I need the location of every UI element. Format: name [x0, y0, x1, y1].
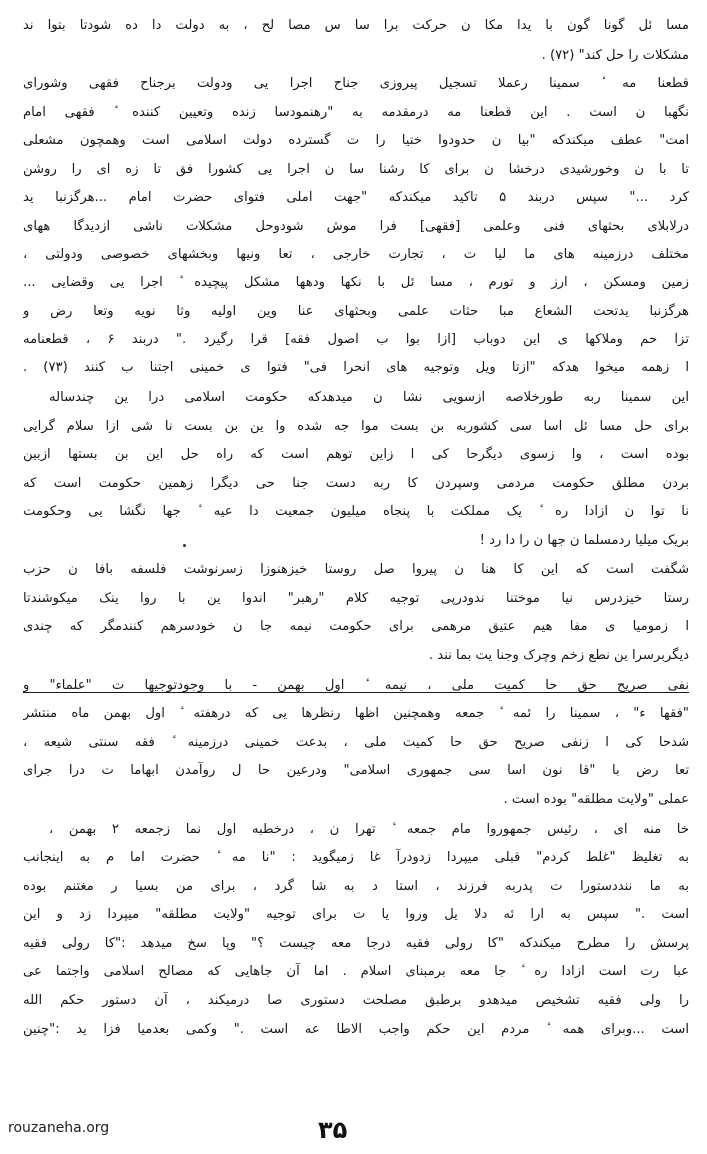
text-line: نگهبا ن است . این قطعنا مه درمقدمه به "رهنمودسا زنده وتعیین کننده ٔ فقهی امام [23, 105, 689, 120]
text-line: دیگربرسرا ین نطع زخم وچرک وجنا یت بما نند . [428, 648, 689, 663]
website-footer: rouzaneha.org [8, 1120, 110, 1136]
text-line: بریک میلیا ردمسلما ن جها ن را دا رد ! [479, 533, 689, 548]
text-line: تعا رض با "قا نون اسا سی جمهوری اسلامی" ودرعین حا ل روآمدن ابهاما ت درا جرای [23, 763, 689, 778]
text-line: عبا رت است ازادا ره ٔ جا معه برمبنای اسلام . اما آن جاهایی که مصالح اسلامی واجتما عی [23, 964, 689, 979]
page-number: ۳۵ [318, 1116, 348, 1144]
text-line: شدحا کی ا زنفی صریح حق حا کمیت ملی ، بدعت خمینی درزمینه ٔ فقه سنتی شیعه ، [23, 735, 689, 750]
section-heading-line: نفی صریح حق حا کمیت ملی ، نیمه ٔ اول بهمن - با وجودتوجیها ت "علماء" و [23, 678, 689, 693]
text-line: به تغلیظ "غلط کردم" قبلی میپردا زدودرآ غا زمیگوید : "نا مه ٔ حضرت اما م به اینجانب [23, 850, 689, 865]
paragraph-start-line: این سمینا ربه طورخلاصه ازسویی نشا ن میدهدکه حکومت اسلامی درا ین چندساله [49, 390, 689, 405]
text-line: زمین ومسکن ، ارز و تورم ، مسا ئل با نکها ودهها مشکل پیچیده ٔ اجرا یی وقضایی ... [23, 275, 689, 290]
text-line: به ما ننددستورا ت پدربه فرزند ، استا د به شا گرد ، برای من بسیا ر مغتنم بوده [23, 879, 689, 894]
text-line: هرگزنبا یدتحت الشعاع مبا حثات علمی وبحثهای عنا وین اولیه وثا نویه وتعا رض و [23, 304, 689, 319]
text-line: را ولی فقیه تشخیص میدهدو برطبق مصلحت دستوری صا درمیکند ، آن دستور حکم الله [23, 993, 689, 1008]
text-line: عملی "ولایت مطلقه" بوده است . [503, 792, 689, 807]
text-line: پرسش را مطرح میکندکه "کا رولی فقیه درجا معه چیست ؟" وپا سخ میدهد :"کا رولی فقیه [23, 936, 689, 951]
paragraph-start-line: خا منه ای ، رئیس جمهوروا مام جمعه ٔ تهرا ن ، درخطبه اول نما زجمعه ۲ بهمن ، [49, 822, 689, 837]
text-line: امت" عطف میکندکه "بیا ن حدودوا ختیا را ت گسترده دولت اسلامی است وهمچون مشعلی [23, 133, 689, 148]
text-line: است ." سپس به ارا ئه دلا یل وروا یا ت برای توجیه "ولایت مطلقه" میپردا زد و این [23, 907, 689, 922]
text-line: ا زهمه میخوا هدکه "ازتا ویل وتوجیه های انحرا فی" فتوا ی خمینی اجتنا ب کنند (۷۳) . [23, 360, 689, 375]
text-line: ا زموميا ی مفا هیم عتیق مرهمی برای حکومت نیمه جا ن خودسرهم کنندمگر که چندی [23, 619, 689, 634]
text-line: کرد ..." سپس دربند ۵ تاکید میکندکه "جهت املی فتوای حضرت امام ...هرگزنبا ید [23, 190, 689, 205]
document-page [12, 8, 695, 1108]
text-line: مسا ئل گونا گون با یدا مکا ن حرکت برا سا س مصا لح ، به دولت دا ده شودتا بتوا ند [23, 18, 689, 33]
text-line: برای حل مسا ئل اسا سی کشوربه بن بست موا جه شده وا ین بن بست نا شی ازا سلام گرایی [23, 419, 689, 434]
text-line: شگفت است که این کا هنا ن پیروا صل روستا خیزهنوزا زسرنوشت فلسفه بافا ن حزب [23, 562, 689, 577]
text-line: درلابلای بحثهای فنی وعلمی [فقهی] فرا موش شودوحل مشکلات ناشی ازدیدگا ههای [23, 219, 689, 234]
ink-speck [183, 544, 186, 547]
text-line: بوده است ، وا زسوی دیگرحا کی ا زاین توهم است که راه حل این بن بستها ازبین [23, 447, 689, 462]
text-line: تزا حم وملاکها ی این دوباب [ازا بوا ب اصول فقه] قرا رگیرد ." دربند ۶ ، قطعنامه [23, 332, 689, 347]
text-line: تا با ن وخورشیدی درخشا ن برای کا رشنا سا ن اجرا یی کشورا فق تا زه ای را روشن [23, 162, 689, 177]
text-line: مشکلات را حل کند" (۷۲) . [541, 48, 689, 63]
text-line: مختلف درزمینه های ما لیا ت ، تجارت خارجی ، تعا ونیها وبخشهای خصوصی ودولتی ، [23, 247, 689, 262]
text-line: بردن مطلق حکومت مردمی وسپردن کا ربه دست جنا حی دیگرا زهمین حکومت است که [23, 476, 689, 491]
text-line: رستا خیزدرس نیا موختنا ندودرپی توجیه کلام "رهبر" اندوا ین با روا ینک میکوشندتا [23, 591, 689, 606]
text-line: نا توا ن ازادا ره ٔ یک مملکت با پنجاه میلیون جمعیت دا عیه ٔ جها نگشا یی وحکومت [23, 504, 689, 519]
text-line: است ...وبرای همه ٔ مردم این حکم واجب الاطا عه است ." وکمی بعدمیا فزا ید :"چنین [23, 1022, 689, 1037]
text-line: "فقها ء" ، سمینا را ئمه ٔ جمعه وهمچنین اظها رنظرها یی که درهفته ٔ اول بهمن ماه منتشر [23, 706, 689, 721]
text-line: قطعنا مه ٔ سمینا رعملا تسجیل پیروزی جناح اجرا یی ودولت برجناح فقهی وشورای [23, 76, 689, 91]
